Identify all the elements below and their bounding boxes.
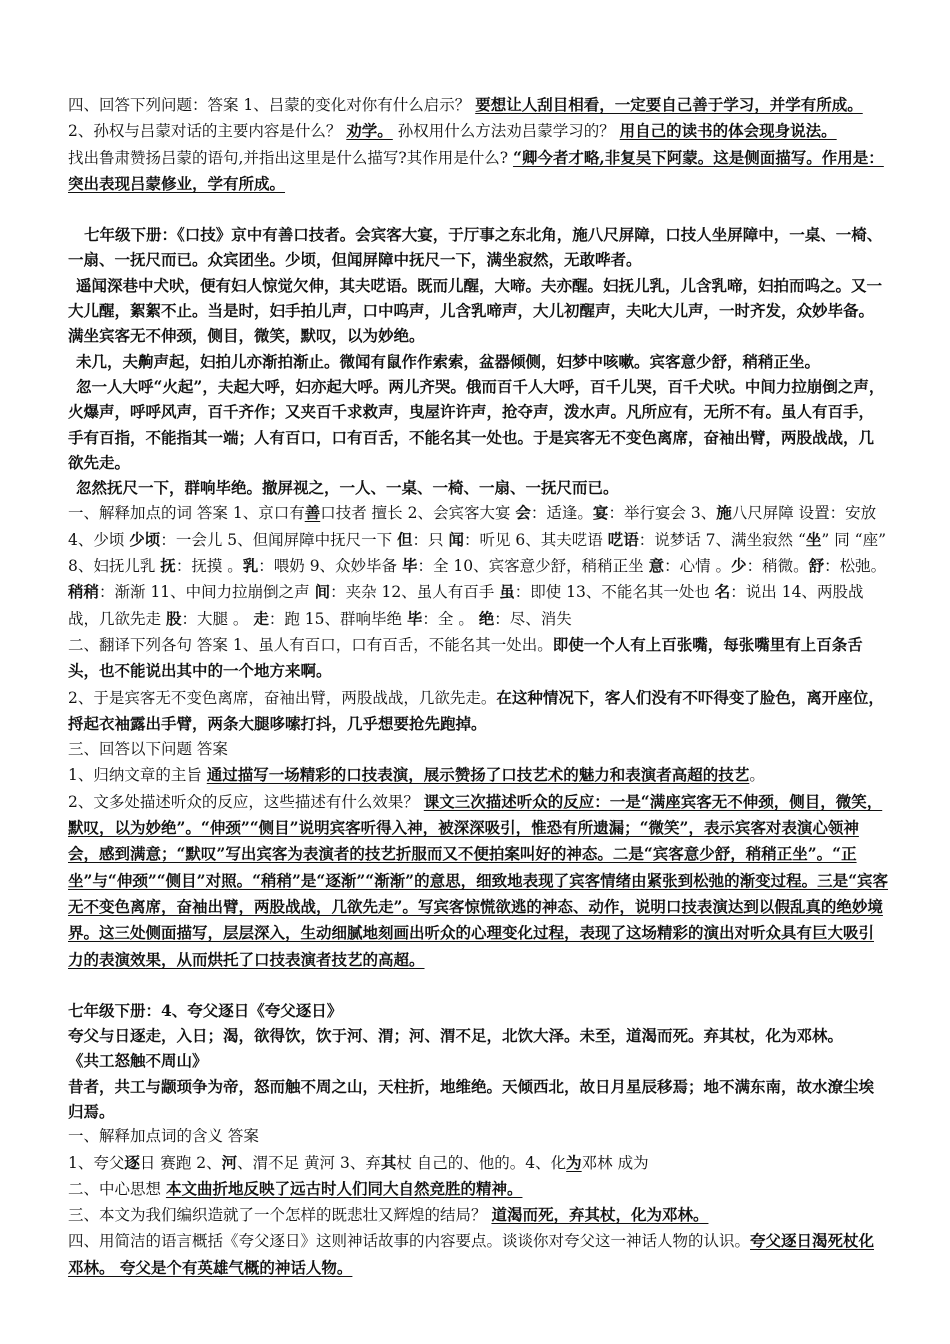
def-text: 1、夸父 [68, 1153, 125, 1172]
question-2-line [68, 118, 888, 144]
def-text: ：渐渐 11、中间力拉崩倒之声 [99, 583, 315, 602]
def-text: ” 同 “座” 8、妇抚儿乳 [68, 530, 887, 576]
def-text: 八尺屏障 设置：安放 4、少顷 [68, 504, 877, 549]
kuafu-title: 七年级下册：4、夸父逐日《夸父逐日》 [68, 1000, 343, 1020]
question-text: 2、文多处描述听众的反应，这些描述有什么效果？ [68, 792, 424, 811]
def-key: 舒 [808, 556, 825, 576]
question-text: 四、用简洁的语言概括《夸父逐日》这则神话故事的内容要点。谈谈你对夸父这一神话人物的认识。 [68, 1232, 751, 1251]
question-text: 2、孙权与吕蒙对话的主要内容是什么？ [68, 122, 347, 141]
kouji-question-2 [68, 789, 888, 973]
question-text: 1、归纳文章的主旨 [68, 766, 207, 785]
question-3-line [68, 145, 888, 198]
def-text: ：一会儿 5、但闻屏障中抚尺一下 [160, 530, 398, 549]
def-key: 施 [716, 503, 732, 523]
translation-answer: 在这种情况下，客人们没有不吓得变了脸色，离开座位，捋起衣袖露出手臂，两条大腿哆嗦打抖，几乎想要抢先跑掉。 [68, 687, 884, 733]
question-text: 找出鲁肃赞扬吕蒙的语句,并指出这里是什么描写?其作用是什么? [68, 148, 513, 167]
def-key: 间 [314, 582, 331, 602]
kouji-paragraph-5: 忽然抚尺一下，群响毕绝。撤屏视之，一人、一桌、一椅、一扇、一抚尺而已。 [76, 478, 619, 498]
question-text: 。 [749, 766, 765, 785]
question-text: 四、回答下列问题：答案 1、吕蒙的变化对你有什么启示？ [68, 96, 476, 114]
def-key: 虽 [499, 582, 515, 602]
kuafu-ending-question [68, 1202, 888, 1228]
def-key: 意 [648, 556, 665, 576]
def-key: 会 [515, 503, 531, 523]
def-text: ：适逢。 [530, 504, 593, 523]
kuafu-main-idea [68, 1176, 888, 1202]
questions-heading: 三、回答以下问题 答案 [68, 740, 228, 759]
def-key: 呓语 [607, 529, 639, 549]
def-text: ：夹杂 12、虽人有百手 [330, 583, 500, 602]
translation-2 [68, 685, 888, 738]
def-key: 为 [566, 1152, 582, 1172]
answer-text: 要想让人刮目相看，一定要自己善于学习，并学有所成。 [475, 95, 863, 114]
def-key: 其 [380, 1152, 397, 1172]
def-text: ：抚摸 。 [175, 557, 243, 576]
def-key: 乳 [242, 556, 259, 576]
def-key: 善 [304, 503, 321, 523]
answer-text: 道渴而死，弃其杖，化为邓林。 [491, 1205, 709, 1225]
answer-text: 夸父逐日渴死杖化邓林。 夸父是个有英雄气概的神话人物。 [68, 1231, 875, 1277]
gonggong-title: 《共工怒触不周山》 [68, 1051, 208, 1071]
question-text: 二、中心思想 [68, 1179, 166, 1198]
kuafu-summary-question [68, 1228, 888, 1281]
def-key: 名 [714, 582, 731, 602]
def-text: 杖 自己的、他的。4、化 [396, 1153, 567, 1172]
def-key: 宴 [592, 503, 609, 523]
def-key: 逐 [124, 1152, 140, 1172]
def-key: 毕 [406, 608, 423, 628]
def-text: ：尽、消失 [494, 609, 572, 628]
answer-text: 劝学。 [346, 121, 393, 141]
def-key: 闻 [448, 529, 464, 549]
def-text: 日 赛跑 2、 [139, 1153, 222, 1172]
answer-text: 通过描写一场精彩的口技表演，展示赞扬了口技艺术的魅力和表演者高超的技艺 [206, 765, 750, 785]
def-text: ：说梦话 7、满坐寂然 “ [638, 530, 806, 549]
kuafu-def-heading: 一、解释加点词的含义 答案 [68, 1127, 259, 1146]
kouji-paragraph-2: 遥闻深巷中犬吠，便有妇人惊觉欠伸，其夫呓语。既而儿醒，大啼。夫亦醒。妇抚儿乳，儿含乳啼，妇拍而呜之。又一大儿醒，絮絮不止。当是时，妇手拍儿声，口中呜声，儿含乳啼声，大儿初醒声，夫叱大儿声，一时齐发，众妙毕备。满坐宾客无不伸颈，侧目，微笑，默叹，以为妙绝。 [68, 275, 883, 346]
question-4-line [68, 92, 888, 118]
spacer [68, 973, 888, 998]
def-key: 毕 [401, 556, 418, 576]
def-text: 口技者 擅长 2、会宾客大宴 [320, 504, 516, 523]
def-key: 河 [221, 1152, 238, 1172]
def-text: ：心情 。 [664, 557, 732, 576]
def-text: ：大腿 。 [181, 609, 254, 628]
def-text: ：即使 13、不能名其一处也 [514, 583, 715, 602]
def-key: 股 [165, 608, 182, 628]
answer-text: 课文三次描述听众的反应：一是“满座宾客无不伸颈，侧目，微笑，默叹，以为妙绝”。“伸颈”“侧目”说明宾客听得入神，被深深吸引，惟恐有所遗漏；“微笑”，表示宾客对表演心领神会，感到满意；“默叹”写出宾客为表演者的技艺折服而又不便拍案叫好的神态。二是“宾客意少舒，稍稍正坐”。“正坐”与“伸颈”“侧目”对照。“稍稍”是“逐渐”“渐渐”的意思，细致地表现了宾客情绪由紧张到松弛的渐变过程。三是“宾客无不变色离席，奋袖出臂，两股战战，几欲先走”。写宾客惊慌欲逃的神态、动作，说明口技表演达到以假乱真的绝妙境界。这三处侧面描写，层层深入，生动细腻地刻画出听众的心理变化过程，表现了这场精彩的演出对听众具有巨大吸引力的表演效果，从而烘托了口技表演者技艺的高超。 [68, 791, 888, 969]
def-text: ：稍微。 [746, 557, 809, 576]
def-key: 稍稍 [68, 582, 100, 602]
def-key: 少 [731, 556, 747, 576]
answer-text: 本文曲折地反映了远古时人们同大自然竞胜的精神。 [165, 1178, 523, 1198]
def-key: 抚 [160, 556, 176, 576]
def-text: ：全 。 [422, 609, 479, 628]
def-key: 少顷 [129, 529, 161, 549]
question-text: 孙权用什么方法劝吕蒙学习的？ [392, 122, 620, 141]
spacer [68, 197, 888, 222]
def-key: 但 [397, 529, 413, 549]
def-text: ：喂奶 9、众妙毕备 [258, 557, 402, 576]
def-text: ：听见 6、其夫呓语 [464, 530, 608, 549]
translation-answer: 即使一个人有上百张嘴，每张嘴里有上百条舌头，也不能说出其中的一个地方来啊。 [68, 634, 863, 681]
answer-text: “卿今者才略,非复吴下阿蒙。这是侧面描写。作用是：突出表现吕蒙修业，学有所成。 [68, 147, 884, 193]
translation-question: 二、翻译下列各句 答案 1、虽人有百口，口有百舌，不能名其一处出。 [68, 635, 553, 654]
kouji-title-paragraph: 七年级下册：《口技》京中有善口技者。会宾客大宴，于厅事之东北角，施八尺屏障，口技人坐屏障中，一桌、一椅、一扇、一抚尺而已。众宾团坐。少顷，但闻屏障中抚尺一下，满坐寂然，无敢哗者。 [68, 225, 883, 270]
kouji-question-1 [68, 762, 888, 788]
def-text: ：只 [412, 530, 449, 549]
def-key: 走 [253, 608, 269, 628]
def-text: 一、解释加点的词 答案 1、京口有 [68, 504, 305, 523]
def-text: ：松弛。 [824, 557, 887, 576]
def-text: 、渭不足 黄河 3、弃 [237, 1153, 381, 1172]
def-key: 坐 [805, 529, 822, 549]
def-text: ：举行宴会 3、 [608, 504, 717, 523]
kuafu-definitions [68, 1150, 888, 1176]
def-text: ：全 10、宾客意少舒，稍稍正坐 [417, 557, 649, 576]
def-text: 邓林 成为 [581, 1153, 649, 1172]
def-text: ：说出 14、两股战战，几欲先走 [68, 583, 864, 628]
document-page [68, 92, 888, 1281]
gonggong-text: 昔者，共工与颛顼争为帝，怒而触不周之山，天柱折，地维绝。天倾西北，故日月星辰移焉；地不满东南，故水潦尘埃归焉。 [68, 1076, 875, 1121]
answer-text: 用自己的读书的体会现身说法。 [619, 121, 837, 141]
kuafu-text: 夸父与日逐走，入日；渴，欲得饮，饮于河、渭；河、渭不足，北饮大泽。未至，道渴而死。弃其杖，化为邓林。 [68, 1026, 844, 1046]
def-key: 绝 [478, 608, 495, 628]
translation-1 [68, 632, 888, 685]
kouji-paragraph-3: 未几，夫齁声起，妇拍儿亦渐拍渐止。微闻有鼠作作索索，盆器倾侧，妇梦中咳嗽。宾客意少舒，稍稍正坐。 [76, 351, 821, 371]
kouji-paragraph-4: 忽一人大呼“火起”，夫起大呼，妇亦起大呼。两儿齐哭。俄而百千人大呼，百千儿哭，百千犬吠。中间力拉崩倒之声，火爆声，呼呼风声，百千齐作；又夹百千求救声，曳屋许许声，抢夺声，泼水声。凡所应有，无所不有。虽人有百手，手有百指，不能指其一端；人有百口，口有百舌，不能名其一处也。于是宾客无不变色离席，奋袖出臂，两股战战，几欲先走。 [68, 376, 885, 472]
translation-question: 2、于是宾客无不变色离席，奋袖出臂，两股战战，几欲先走。 [68, 688, 497, 707]
kouji-definitions [68, 500, 888, 631]
def-text: ：跑 15、群响毕绝 [268, 609, 407, 628]
question-text: 三、本文为我们编织造就了一个怎样的既悲壮又辉煌的结局？ [68, 1206, 492, 1225]
